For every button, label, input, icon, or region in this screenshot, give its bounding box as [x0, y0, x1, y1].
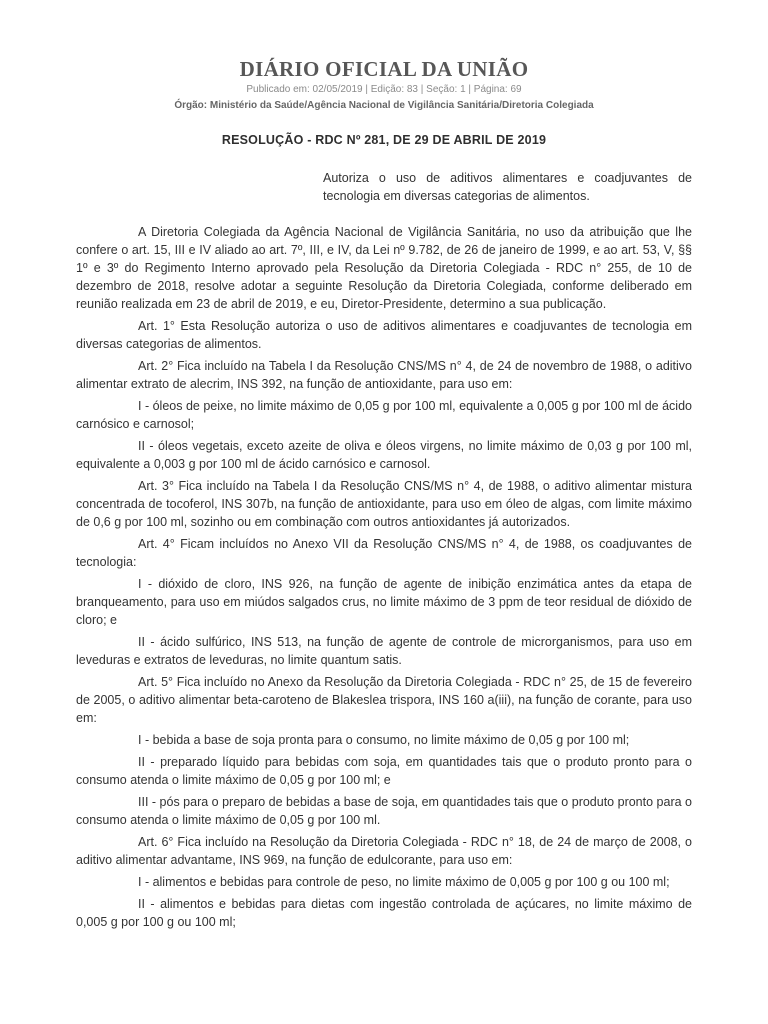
article-2: Art. 2° Fica incluído na Tabela I da Resolução CNS/MS n° 4, de 24 de novembro de 1988, o aditivo alimentar extrato de alecrim, INS 392, na função de antioxidante, para uso em:	[76, 359, 692, 391]
article-1: Art. 1° Esta Resolução autoriza o uso de aditivos alimentares e coadjuvantes de tecnologia em diversas categorias de alimentos.	[76, 319, 692, 351]
article-6-item-2: II - alimentos e bebidas para dietas com ingestão controlada de açúcares, no limite máximo de 0,005 g por 100 g ou 100 ml;	[76, 897, 692, 929]
preamble-paragraph: A Diretoria Colegiada da Agência Nacional de Vigilância Sanitária, no uso da atribuição que lhe confere o art. 15, III e IV aliado ao art. 7º, III, e IV, da Lei nº 9.782, de 26 de janeiro de 1999, e ao art. 53, V, §§ 1º e 3º do Regimento Interno aprovado pela Resolução da Diretoria Colegiada - RDC n° 255, de 10 de dezembro de 2018, resolve adotar a seguinte Resolução da Diretoria Colegiada, conforme deliberado em reunião realizada em 23 de abril de 2019, e eu, Diretor-Presidente, determino a sua publicação.	[76, 225, 692, 311]
article-2-item-2: II - óleos vegetais, exceto azeite de oliva e óleos virgens, no limite máximo de 0,03 g por 100 ml, equivalente a 0,003 g por 100 ml de ácido carnósico e carnosol.	[76, 439, 692, 471]
article-4-item-2: II - ácido sulfúrico, INS 513, na função de agente de controle de microrganismos, para uso em leveduras e extratos de leveduras, no limite quantum satis.	[76, 635, 692, 667]
masthead	[76, 56, 692, 113]
article-5-item-3: III - pós para o preparo de bebidas a base de soja, em quantidades tais que o produto pronto para o consumo atenda o limite máximo de 0,05 g por 100 ml.	[76, 795, 692, 827]
article-3: Art. 3° Fica incluído na Tabela I da Resolução CNS/MS n° 4, de 1988, o aditivo alimentar mistura concentrada de tocoferol, INS 307b, na função de antioxidante, para uso em óleo de algas, com limite máximo de 0,6 g por 100 ml, sozinho ou em combinação com outros antioxidantes já autorizados.	[76, 479, 692, 529]
newspaper-title: DIÁRIO OFICIAL DA UNIÃO	[239, 57, 529, 81]
issuing-body: Órgão: Ministério da Saúde/Agência Nacional de Vigilância Sanitária/Diretoria Colegiada	[174, 100, 594, 111]
article-5-item-1: I - bebida a base de soja pronta para o consumo, no limite máximo de 0,05 g por 100 ml;	[138, 733, 630, 747]
article-6: Art. 6° Fica incluído na Resolução da Diretoria Colegiada - RDC n° 18, de 24 de março de 2008, o aditivo alimentar advantame, INS 969, na função de edulcorante, para uso em:	[76, 835, 692, 867]
article-2-item-1: I - óleos de peixe, no limite máximo de 0,05 g por 100 ml, equivalente a 0,005 g por 100 ml de ácido carnósico e carnosol;	[76, 399, 692, 431]
resolution-body	[76, 223, 692, 931]
article-5: Art. 5° Fica incluído no Anexo da Resolução da Diretoria Colegiada - RDC n° 25, de 15 de fevereiro de 2005, o aditivo alimentar beta-caroteno de Blakeslea trispora, INS 160 a(iii), na função de corante, para uso em:	[76, 675, 692, 725]
document-page	[76, 56, 692, 935]
article-6-item-1: I - alimentos e bebidas para controle de peso, no limite máximo de 0,005 g por 100 g ou 100 ml;	[138, 875, 670, 889]
article-4: Art. 4° Ficam incluídos no Anexo VII da Resolução CNS/MS n° 4, de 1988, os coadjuvantes de tecnologia:	[76, 537, 692, 569]
resolution-title: RESOLUÇÃO - RDC Nº 281, DE 29 DE ABRIL DE 2019	[221, 133, 547, 147]
publication-info: Publicado em: 02/05/2019 | Edição: 83 | Seção: 1 | Página: 69	[246, 84, 522, 95]
article-5-item-2: II - preparado líquido para bebidas com soja, em quantidades tais que o produto pronto para o consumo atenda o limite máximo de 0,05 g por 100 ml; e	[76, 755, 692, 787]
article-4-item-1: I - dióxido de cloro, INS 926, na função de agente de inibição enzimática antes da etapa de branqueamento, para uso em miúdos salgados crus, no limite máximo de 3 ppm de teor residual de dióxido de cloro; e	[76, 577, 692, 627]
ementa: Autoriza o uso de aditivos alimentares e coadjuvantes de tecnologia em diversas categorias de alimentos.	[323, 171, 692, 203]
